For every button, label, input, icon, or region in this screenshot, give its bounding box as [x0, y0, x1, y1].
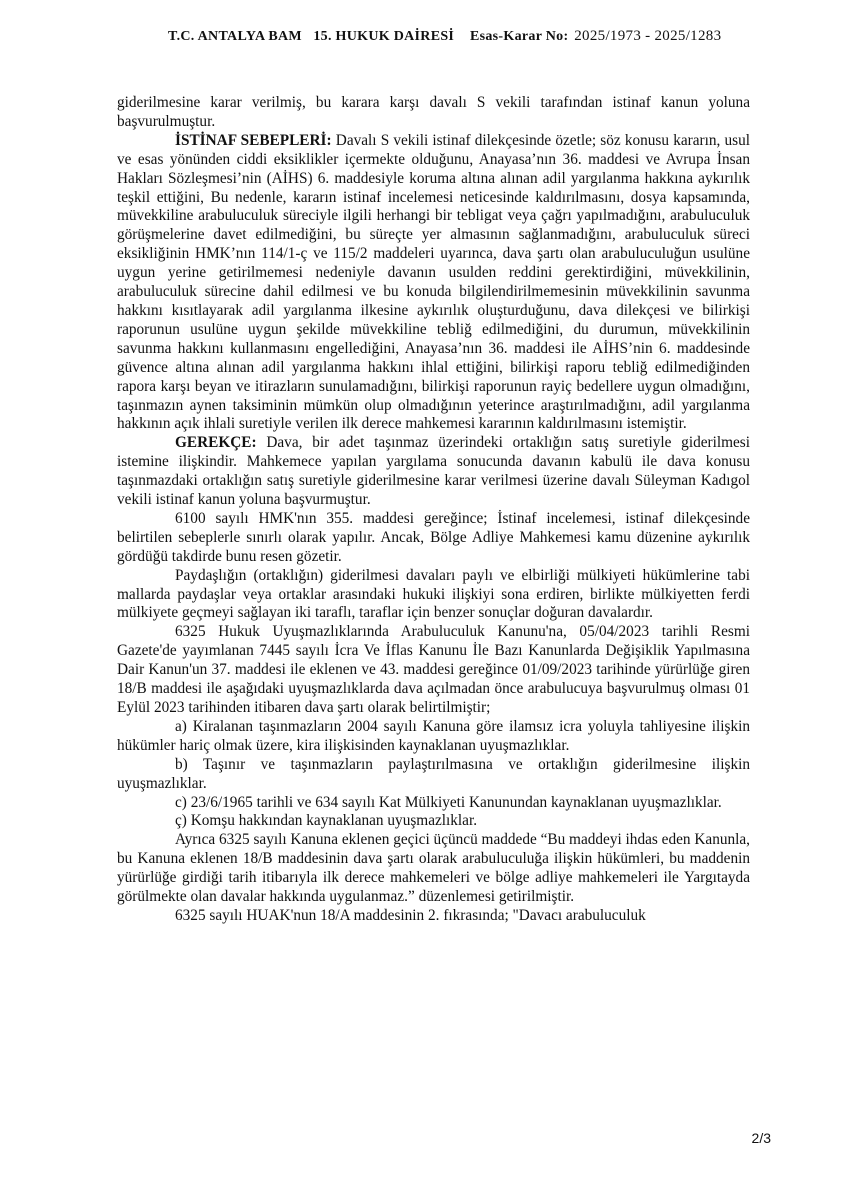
paragraph-text: Davalı S vekili istinaf dilekçesinde özetle; söz konusu kararın, usul ve esas yönünden ciddi eksiklikler içermekte olduğunu, Anayasa’nın 36. maddesi ve Avrupa İnsan Hakları Sözleşmesi’nin (AİHS) 6. maddesiyle koruma altına alınan adil yargılanma hakkına aykırılık teşkil ettiğini, Bu nedenle, kararın istinaf incelemesi neticesinde kaldırılmasını, dosya kapsamında, müvekkiline arabuluculuk süreciyle ilgili herhangi bir tebligat veya çağrı yapılmadığını, arabuluculuk görüşmelerine davet edilmediğini, bu süreçte yer almasının sağlanmadığını, arabuluculuk süreci eksikliğinin HMK’nın 114/1-ç ve 115/2 maddeleri uyarınca, dava şartı olan arabuluculuğun usulüne uygun yerine getirilmemesi nedeniyle davanın usulden reddini gerektirdiğini, müvekkilinin, arabuluculuk sürecine dahil edilmesi ve bu konuda bilgilendirilmemesinin müvekkilinin savunma hakkını kısıtlayarak adil yargılanma ilkesine aykırılık oluşturduğunu, dava dilekçesi ve bilirkişi raporunun usulüne uygun şekilde müvekkiline tebliğ edilmediğini, du durumun, müvekkilinin savunma hakkını kullanmasını engellediğini, Anayasa’nın 36. maddesi ile AİHS’nin 6. maddesinde güvence altına alınan adil yargılanma hakkını ihlal ettiğini, bilirkişi raporu tebliğ edilmediğinden rapora karşı beyan ve itirazların sunulamadığını, bilirkişi raporunun rayiç bedellere uygun olmadığını, taşınmazın aynen taksiminin mümkün olup olmadığının yeterince araştırılmadığını, adil yargılanma hakkının açık ihlali suretiyle verilen ilk derece mahkemesi kararının kaldırılmasını istemiştir. — [117, 131, 750, 433]
paragraph — [117, 812, 750, 831]
paragraph-text: c) 23/6/1965 tarihli ve 634 sayılı Kat Mülkiyeti Kanunundan kaynaklanan uyuşmazlıklar. — [175, 793, 722, 811]
paragraph-text: 6100 sayılı HMK'nın 355. maddesi gereğince; İstinaf incelemesi, istinaf dilekçesinde belirtilen sebeplerle sınırlı olarak yapılır. Ancak, Bölge Adliye Mahkemesi kamu düzenine aykırılık gördüğü takdirde bunu resen gözetir. — [117, 509, 750, 565]
paragraph — [117, 434, 750, 510]
paragraph-text: ç) Komşu hakkından kaynaklanan uyuşmazlıklar. — [175, 812, 478, 830]
paragraph — [117, 718, 750, 756]
paragraph — [117, 567, 750, 624]
document-body — [117, 94, 750, 926]
paragraph — [117, 756, 750, 794]
paragraph-text: b) Taşınır ve taşınmazların paylaştırılmasına ve ortaklığın giderilmesine ilişkin uyuşmazlıklar. — [117, 755, 750, 792]
paragraph-heading: İSTİNAF SEBEPLERİ: — [175, 131, 332, 149]
paragraph-text: a) Kiralanan taşınmazların 2004 sayılı Kanuna göre ilamsız icra yoluyla tahliyesine ilişkin hükümler hariç olmak üzere, kira ilişkisinden kaynaklanan uyuşmazlıklar. — [117, 717, 750, 754]
paragraph-text: 6325 sayılı HUAK'nun 18/A maddesinin 2. fıkrasında; "Davacı arabuluculuk — [175, 906, 646, 924]
paragraph — [117, 132, 750, 435]
paragraph-text: giderilmesine karar verilmiş, bu karara karşı davalı S vekili tarafından istinaf kanun yoluna başvurulmuştur. — [117, 94, 750, 130]
case-number-label: Esas-Karar No: — [470, 29, 569, 44]
page-number: 2/3 — [751, 1130, 771, 1146]
paragraph — [117, 623, 750, 718]
paragraph-heading: GEREKÇE: — [175, 434, 257, 452]
paragraph-text: Paydaşlığın (ortaklığın) giderilmesi davaları paylı ve elbirliği mülkiyeti hükümlerine tabi mallarda paydaşlar veya ortaklar arasındaki hukuki ilişkiyi sona erdiren, birlikte mülkiyetten ferdi mülkiyete geçmeyi sağlayan iki taraflı, taraflar için benzer sonuçlar doğuran davalardır. — [117, 566, 750, 622]
paragraph — [117, 794, 750, 813]
court-name: T.C. ANTALYA BAM 15. HUKUK DAİRESİ — [168, 29, 455, 44]
paragraph-text: 6325 Hukuk Uyuşmazlıklarında Arabuluculuk Kanunu'na, 05/04/2023 tarihli Resmi Gazete'de yayımlanan 7445 sayılı İcra Ve İflas Kanunu İle Bazı Kanunlarda Değişiklik Yapılmasına Dair Kanun'un 37. maddesi ile eklenen ve 43. maddesi gereğince 01/09/2023 tarihinde yürürlüğe giren 18/B maddesi ile aşağıdaki uyuşmazlıklarda dava açılmadan önce arabulucuya başvurulmuş olması 01 Eylül 2023 tarihinden itibaren dava şartı olarak belirtilmiştir; — [117, 623, 750, 716]
paragraph — [117, 907, 750, 926]
paragraph — [117, 510, 750, 567]
paragraph-text: Dava, bir adet taşınmaz üzerindeki ortaklığın satış suretiyle giderilmesi istemine ilişkindir. Mahkemece yapılan yargılama sonucunda davanın kabulü ile dava konusu taşınmazdaki ortaklığın satış suretiyle giderilmesine karar verilmesi üzerine davalı Süleyman Kadıgol vekili istinaf kanun yoluna başvurmuştur. — [117, 434, 750, 509]
case-number: 2025/1973 - 2025/1283 — [574, 28, 722, 44]
paragraph — [117, 831, 750, 907]
paragraph — [117, 94, 750, 132]
paragraph-text: Ayrıca 6325 sayılı Kanuna eklenen geçici üçüncü maddede “Bu maddeyi ihdas eden Kanunla, bu Kanuna eklenen 18/B maddesinin dava şartı olarak arabuluculuğa ilişkin hükümleri, bu maddenin yürürlüğe girdiği tarih itibarıyla ilk derece mahkemeleri ve bölge adliye mahkemeleri ile Yargıtayda görülmekte olan davalar hakkında uygulanmaz.” düzenlemesi getirilmiştir. — [117, 831, 750, 906]
page-header — [168, 28, 808, 45]
